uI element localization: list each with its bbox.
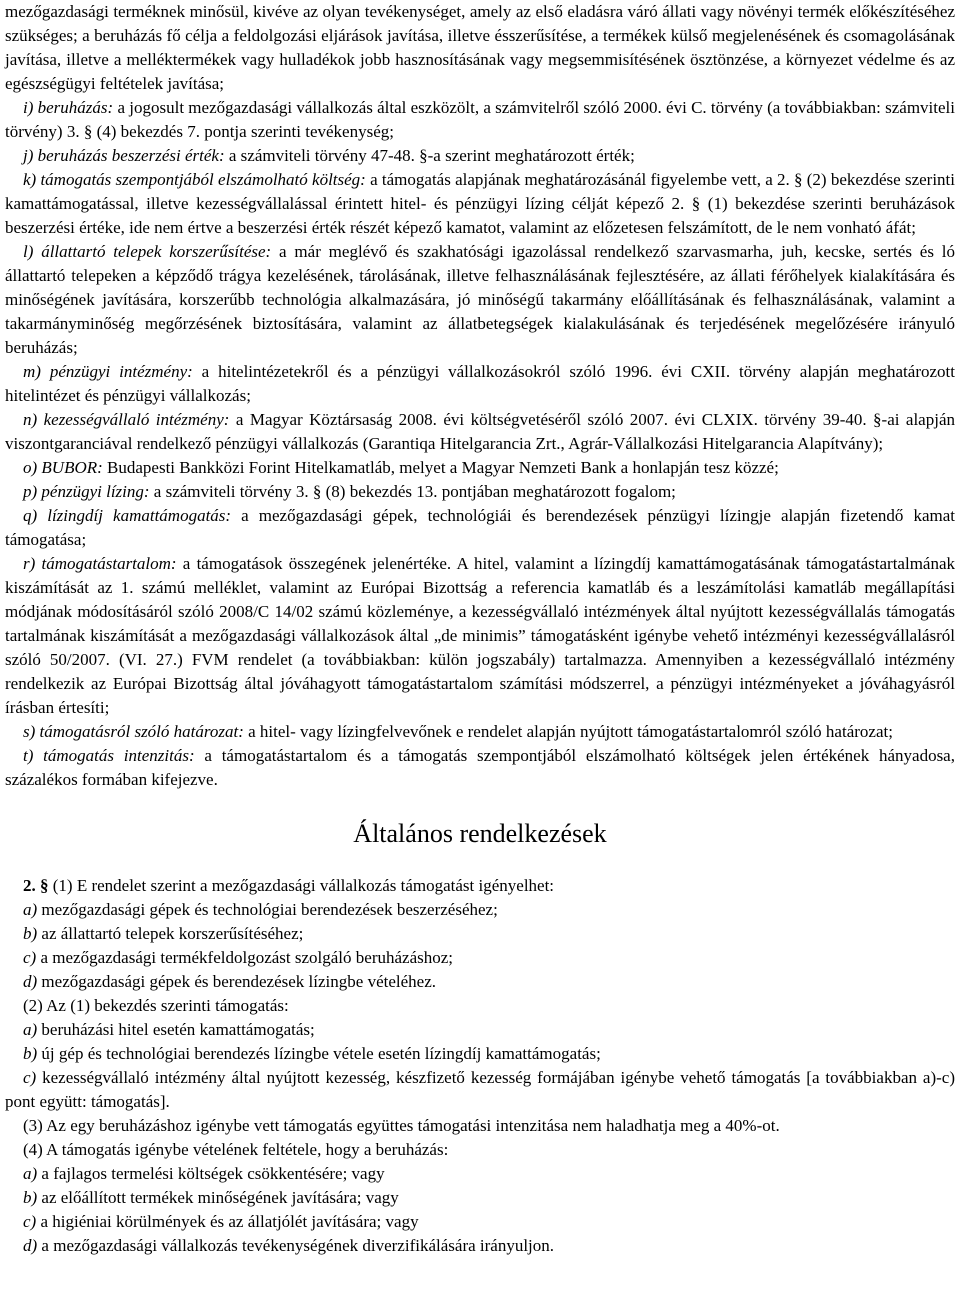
paragraph-3 <box>5 1114 955 1138</box>
definitions-list <box>5 0 955 792</box>
definition-item <box>5 552 955 720</box>
list-item-marker: b) <box>23 924 38 943</box>
definition-term: i) beruházás: <box>23 98 114 117</box>
list-item <box>5 898 955 922</box>
list-item-text: az állattartó telepek korszerűsítéséhez; <box>37 924 304 943</box>
definition-item <box>5 456 955 480</box>
list-item-marker: d) <box>23 1236 38 1255</box>
definition-text: a mezőgazdasági gépek, technológiái és berendezések pénzügyi lízingje alapján fizetendő kamat támogatása; <box>5 506 955 549</box>
definition-text: a hitel- vagy lízingfelvevőnek e rendelet alapján nyújtott támogatástartalomról szóló határozat; <box>243 722 893 741</box>
definition-term: q) lízingdíj kamattámogatás: <box>23 506 232 525</box>
list-item-marker: b) <box>23 1044 38 1063</box>
paragraph-4-intro <box>5 1138 955 1162</box>
list-item-marker: a) <box>23 1020 38 1039</box>
section-heading: Általános rendelkezések <box>353 819 607 848</box>
definition-text: a számviteli törvény 47-48. §-a szerint meghatározott érték; <box>224 146 635 165</box>
paragraph-text: (2) Az (1) bekezdés szerinti támogatás: <box>23 996 289 1015</box>
section-number: 2. § <box>23 876 49 895</box>
list-item-text: a higiéniai körülmények és az állatjólét javítására; vagy <box>36 1212 419 1231</box>
definition-term: k) támogatás szempontjából elszámolható költség: <box>23 170 366 189</box>
list-item <box>5 946 955 970</box>
list-item-text: kezességvállaló intézmény által nyújtott kezesség, készfizető kezesség formájában igénybe vehető támogatás [a továbbiakban a)-c) pont együtt: támogatás]. <box>5 1068 955 1111</box>
paragraph-text: (3) Az egy beruházáshoz igénybe vett támogatás együttes támogatási intenzitása nem haladhatja meg a 40%-ot. <box>23 1116 780 1135</box>
definition-item <box>5 240 955 360</box>
definition-item <box>5 408 955 456</box>
list-item-text: mezőgazdasági gépek és berendezések lízingbe vételéhez. <box>37 972 436 991</box>
definition-term: m) pénzügyi intézmény: <box>23 362 193 381</box>
list-item <box>5 1066 955 1114</box>
definition-text: a már meglévő és szakhatósági igazolással rendelkező szarvasmarha, juh, kecske, sertés és ló állattartó telepeken a képződő trágya kezelésének, tárolásának, illetve felhasználásának fejlesztésére, az állati férőhelyek kialakítására és minőségének javítására, korszerűbb technológia alkalmazására, jó minőségű takarmány előállításának és felhasználásának, valamint a takarmányminőség megőrzésének biztosítására, valamint az állatbetegségek kialakulásának és terjedésének megelőzésére irányuló beruházás; <box>5 242 955 357</box>
list-item <box>5 1210 955 1234</box>
paragraph-text: (1) E rendelet szerint a mezőgazdasági vállalkozás támogatást igényelhet: <box>48 876 555 895</box>
list-item-text: a mezőgazdasági vállalkozás tevékenységének diverzifikálására irányuljon. <box>37 1236 555 1255</box>
paragraph-2-intro <box>5 994 955 1018</box>
definition-text: a Magyar Köztársaság 2008. évi költségvetéséről szóló 2007. évi CLXIX. törvény 39-40. §-ai alapján viszontgaranciával rendelkező pénzügyi vállalkozás (Garantiqa Hitelgarancia Zrt., Agrár-Vállalkozási Hitelgarancia Alapítvány); <box>5 410 955 453</box>
definition-item <box>5 168 955 240</box>
definition-term: r) támogatástartalom: <box>23 554 177 573</box>
list-item <box>5 922 955 946</box>
definition-term: t) támogatás intenzitás: <box>23 746 195 765</box>
list-item-marker: a) <box>23 900 38 919</box>
list-item <box>5 1162 955 1186</box>
definition-text: a számviteli törvény 3. § (8) bekezdés 13. pontjában meghatározott fogalom; <box>149 482 676 501</box>
list-item-marker: b) <box>23 1188 38 1207</box>
definition-item <box>5 504 955 552</box>
definition-term: l) állattartó telepek korszerűsítése: <box>23 242 272 261</box>
list-item <box>5 1186 955 1210</box>
definition-term: p) pénzügyi lízing: <box>23 482 150 501</box>
definition-term: j) beruházás beszerzési érték: <box>23 146 225 165</box>
document-page <box>5 0 955 1258</box>
definition-term: s) támogatásról szóló határozat: <box>23 722 244 741</box>
list-item-marker: c) <box>23 948 37 967</box>
definition-item <box>5 744 955 792</box>
list-item-text: a mezőgazdasági termékfeldolgozást szolgáló beruházáshoz; <box>36 948 454 967</box>
paragraph-1-intro <box>5 874 955 898</box>
definition-text: a támogatástartalom és a támogatás szempontjából elszámolható költségek jelen értékének hányadosa, százalékos formában kifejezve. <box>5 746 955 789</box>
definition-item <box>5 96 955 144</box>
definition-item <box>5 360 955 408</box>
section-2 <box>5 874 955 1258</box>
definition-text: a támogatások összegének jelenértéke. A hitel, valamint a lízingdíj kamattámogatásának támogatástartalmának kiszámítását az 1. számú melléklet, valamint az Európai Bizottság a referencia kamatláb és a leszámítolási kamatláb megállapítási módjának módosításáról szóló 2008/C 14/02 számú közleménye, a kezességvállaló intézmények által nyújtott kezességvállalás támogatás tartalmának kiszámítását a mezőgazdasági vállalkozások által „de minimis” támogatásként igénybe vehető intézményi kezességvállalásról szóló 50/2007. (VI. 27.) FVM rendelet (a továbbiakban: külön jogszabály) tartalmazza. Amennyiben a kezességvállaló intézmény rendelkezik az Európai Bizottság által jóváhagyott támogatástartalom számítási módszerrel, a pénzügyi intézményeket a jóváhagyásról írásban értesíti; <box>5 554 956 717</box>
list-item-text: új gép és technológiai berendezés lízingbe vétele esetén lízingdíj kamattámogatás; <box>37 1044 601 1063</box>
definition-item <box>5 480 955 504</box>
list-item <box>5 1234 955 1258</box>
list-item-marker: c) <box>23 1068 37 1087</box>
list-item <box>5 1018 955 1042</box>
definition-text: Budapesti Bankközi Forint Hitelkamatláb, melyet a Magyar Nemzeti Bank a honlapján tesz közzé; <box>102 458 779 477</box>
definition-item <box>5 720 955 744</box>
definition-text: a hitelintézetekről és a pénzügyi vállalkozásokról szóló 1996. évi CXII. törvény alapján meghatározott hitelintézet és pénzügyi vállalkozás; <box>5 362 955 405</box>
list-item-text: beruházási hitel esetén kamattámogatás; <box>37 1020 315 1039</box>
definition-item <box>5 144 955 168</box>
list-item-text: a fajlagos termelési költségek csökkentésére; vagy <box>37 1164 385 1183</box>
list-item-marker: a) <box>23 1164 38 1183</box>
list-item <box>5 970 955 994</box>
list-item <box>5 1042 955 1066</box>
definition-continuation <box>5 0 955 96</box>
definition-text: a támogatás alapjának meghatározásánál figyelembe vett, a 2. § (2) bekezdése szerinti kamattámogatással, illetve kezességvállalással érintett hitel- és pénzügyi lízing célját képező 2. § (1) bekezdése szerinti beruházások beszerzési értéke, ide nem értve a beszerzési érték részét képező kamatot, valamint az előzetesen felszámított, de le nem vonható áfát; <box>5 170 955 237</box>
definition-text: mezőgazdasági terméknek minősül, kivéve az olyan tevékenységet, amely az első eladásra váró állati vagy növényi termék előkészítéséhez szükséges; a beruházás fő célja a feldolgozási eljárások javítása, illetve ésszerűsítése, a termékek külső megjelenésének és csomagolásának javítása, illetve a melléktermékek vagy hulladékok jobb hasznosításának vagy megsemmisítésének ösztönzése, a környezet védelme és az egészségügyi feltételek javítása; <box>5 2 955 93</box>
list-item-text: az előállított termékek minőségének javítására; vagy <box>37 1188 399 1207</box>
definition-term: n) kezességvállaló intézmény: <box>23 410 230 429</box>
definition-text: a jogosult mezőgazdasági vállalkozás által eszközölt, a számvitelről szóló 2000. évi C. törvény (a továbbiakban: számviteli törvény) 3. § (4) bekezdés 7. pontja szerinti tevékenység; <box>5 98 955 141</box>
list-item-text: mezőgazdasági gépek és technológiai berendezések beszerzéséhez; <box>37 900 498 919</box>
definition-term: o) BUBOR: <box>23 458 103 477</box>
list-item-marker: c) <box>23 1212 37 1231</box>
paragraph-text: (4) A támogatás igénybe vételének feltétele, hogy a beruházás: <box>23 1140 449 1159</box>
list-item-marker: d) <box>23 972 38 991</box>
